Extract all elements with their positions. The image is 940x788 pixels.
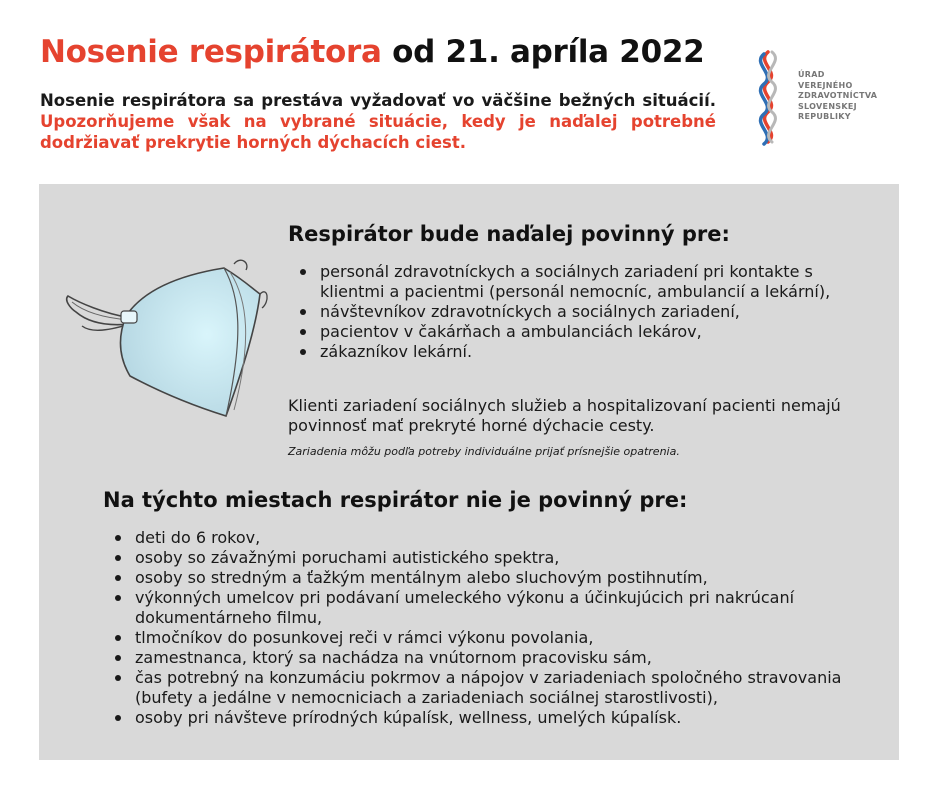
list-item: výkonných umelcov pri podávaní umeleckého výkonu a účinkujúcich pri nakrúcaní dokumentárneho filmu, [103, 588, 863, 628]
list-item: zákazníkov lekární. [288, 342, 860, 362]
logo-line: SLOVENSKEJ [798, 101, 857, 111]
list-item: osoby pri návšteve prírodných kúpalísk, wellness, umelých kúpalísk. [103, 708, 863, 728]
list-item: deti do 6 rokov, [103, 528, 863, 548]
facility-note: Zariadenia môžu podľa potreby individuálne prijať prísnejšie opatrenia. [288, 445, 680, 458]
logo-line: ÚRAD [798, 70, 825, 79]
list-item: tlmočníkov do posunkovej reči v rámci výkonu povolania, [103, 628, 863, 648]
mandatory-heading: Respirátor bude naďalej povinný pre: [288, 222, 730, 246]
list-item: osoby so stredným a ťažkým mentálnym alebo sluchovým postihnutím, [103, 568, 863, 588]
page-title [40, 34, 704, 70]
mandatory-list [288, 262, 860, 362]
list-item: čas potrebný na konzumáciu pokrmov a nápojov v zariadeniach spoločného stravovania (bufety a jedálne v nemocniciach a zariadeniach sociálnej starostlivosti), [103, 668, 863, 708]
exempt-list [103, 528, 863, 728]
title-highlight: Nosenie respirátora [40, 34, 382, 70]
list-item: pacientov v čakárňach a ambulanciách lekárov, [288, 322, 860, 342]
logo-line: VEREJNÉHO [798, 80, 853, 90]
list-item: návštevníkov zdravotníckych a sociálnych zariadení, [288, 302, 860, 322]
list-item: zamestnanca, ktorý sa nachádza na vnútornom pracovisku sám, [103, 648, 863, 668]
list-item: osoby so závažnými poruchami autistického spektra, [103, 548, 863, 568]
logo-line: ZDRAVOTNÍCTVA [798, 91, 878, 100]
intro-statement: Nosenie respirátora sa prestáva vyžadovať vo väčšine bežných situácií. [40, 91, 716, 110]
clients-paragraph: Klienti zariadení sociálnych služieb a hospitalizovaní pacienti nemajú povinnosť mať prekryté horné dýchacie cesty. [288, 396, 841, 435]
caduceus-logo-icon [748, 48, 788, 152]
respirator-mask-icon [64, 256, 270, 426]
title-date: od 21. apríla 2022 [381, 34, 705, 70]
exempt-heading: Na týchto miestach respirátor nie je povinný pre: [103, 488, 688, 512]
authority-logo [748, 48, 898, 152]
intro-warning: Upozorňujeme však na vybrané situácie, kedy je naďalej potrebné dodržiavať prekrytie horných dýchacích ciest. [40, 112, 716, 152]
logo-text [798, 70, 877, 123]
list-item: personál zdravotníckych a sociálnych zariadení pri kontakte s klientmi a pacientmi (personál nemocníc, ambulancií a lekární), [288, 262, 860, 302]
logo-line: REPUBLIKY [798, 112, 851, 121]
intro-text [40, 90, 716, 153]
